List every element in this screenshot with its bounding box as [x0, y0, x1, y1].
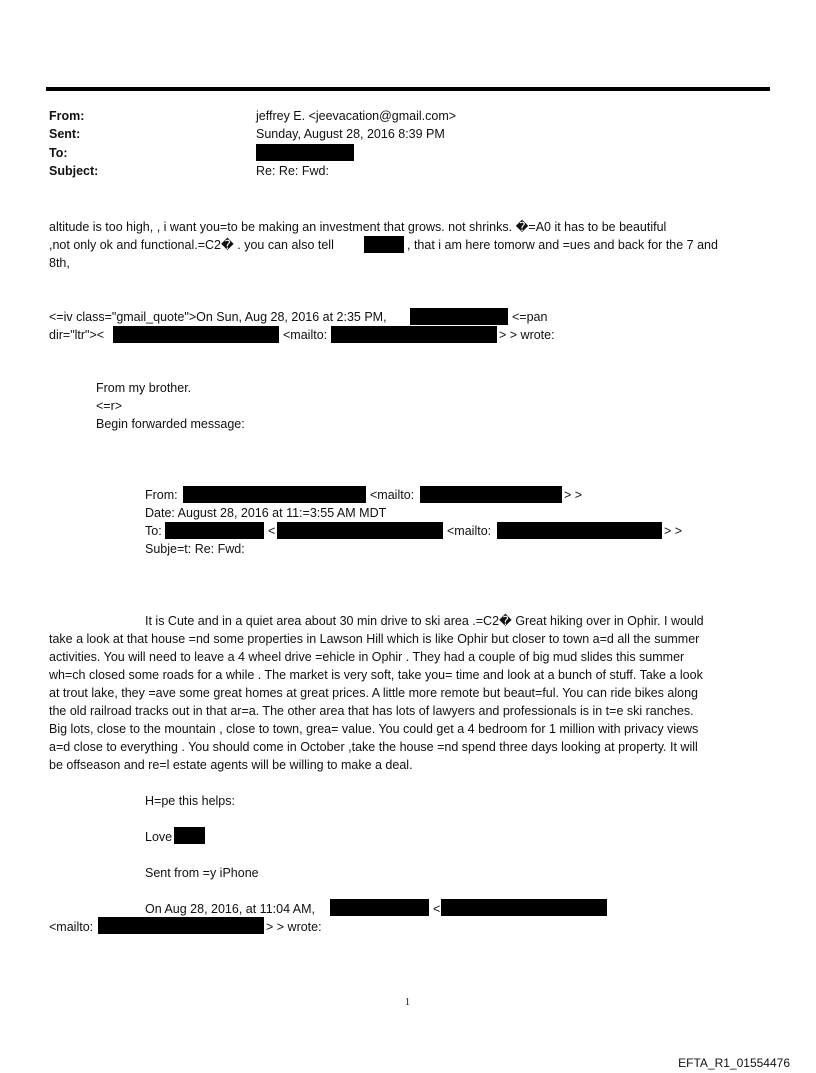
fw-from-end: > >: [564, 488, 583, 502]
redaction-fw-to-email: [277, 522, 443, 539]
hope-line: H=pe this helps:: [145, 794, 235, 808]
fw-date: Date: August 28, 2016 at 11:=3:55 AM MDT: [145, 506, 387, 520]
fw-to-label: To:: [145, 524, 162, 538]
to-label: To:: [49, 146, 68, 160]
header-rule: [46, 87, 770, 91]
redaction-on-aug-email: [441, 899, 607, 916]
subject-value: Re: Re: Fwd:: [256, 164, 329, 178]
redaction-quote-name: [410, 308, 508, 325]
love-line: Love: [145, 830, 173, 844]
quote-line-2b: <mailto:: [283, 328, 328, 342]
body-line-2a: ,not only ok and functional.=C2� . you can also tell: [49, 238, 334, 252]
redaction-fw-from-mailto: [420, 486, 562, 503]
subject-label: Subject:: [49, 164, 99, 178]
quote-line-2a: dir="ltr"><: [49, 328, 105, 342]
redaction-on-aug-name: [330, 899, 429, 916]
quote-line-1b: <=pan: [512, 310, 548, 324]
begin-forwarded: Begin forwarded message:: [96, 417, 245, 431]
fw-to-end: > >: [664, 524, 683, 538]
from-value: jeffrey E. <jeevacation@gmail.com>: [256, 109, 457, 123]
last-mailto: <mailto:: [49, 920, 94, 934]
on-aug-lt: <: [433, 902, 441, 916]
footer-id: EFTA_R1_01554476: [678, 1056, 790, 1070]
fw-subject: Subje=t: Re: Fwd:: [145, 542, 245, 556]
redaction-fw-to: [165, 522, 264, 539]
body-line-3: 8th,: [49, 256, 70, 270]
main-line-9: be offseason and re=l estate agents will be willing to make a deal.: [49, 758, 413, 772]
body-line-2b: , that i am here tomorw and =ues and back for the 7 and: [407, 238, 718, 252]
main-line-1: It is Cute and in a quiet area about 30 min drive to ski area .=C2� Great hiking over in Ophir. I would: [145, 614, 704, 628]
redaction-fw-from: [183, 486, 366, 503]
br-token: <=r>: [96, 399, 123, 413]
page-number: 1: [405, 997, 410, 1008]
fw-from-mailto: <mailto:: [370, 488, 415, 502]
main-line-6: the old railroad tracks out in that ar=a. The other area that has lots of lawyers and professionals is in t=e ski ranches.: [49, 704, 694, 718]
last-end: > > wrote:: [266, 920, 322, 934]
on-aug-line: On Aug 28, 2016, at 11:04 AM,: [145, 902, 316, 916]
main-line-4: wh=ch closed some roads for a while . The market is very soft, take you= time and look at a bunch of stuff. Take a look: [49, 668, 703, 682]
sent-value: Sunday, August 28, 2016 8:39 PM: [256, 127, 445, 141]
fw-to-mailto: <mailto:: [447, 524, 492, 538]
fw-from-label: From:: [145, 488, 178, 502]
main-line-3: activities. You will need to leave a 4 wheel drive =ehicle in Ophir . They had a couple of big mud slides this summer: [49, 650, 685, 664]
fw-to-lt: <: [268, 524, 276, 538]
from-label: From:: [49, 109, 85, 123]
main-line-8: a=d close to everything . You should come in October ,take the house =nd spend three days looking at property. It will: [49, 740, 698, 754]
main-line-5: at trout lake, they =ave some great homes at great prices. A little more remote but beaut=ful. You can ride bikes along: [49, 686, 698, 700]
redaction-quote-mailto: [331, 326, 497, 343]
quote-line-1a: <=iv class="gmail_quote">On Sun, Aug 28, 2016 at 2:35 PM,: [49, 310, 387, 324]
sent-from-line: Sent from =y iPhone: [145, 866, 259, 880]
sent-label: Sent:: [49, 127, 81, 141]
main-line-7: Big lots, close to the mountain , close to town, grea= value. You could get a 4 bedroom for 1 million with privacy views: [49, 722, 699, 736]
redaction-name-1: [364, 236, 404, 253]
quote-line-2c: > > wrote:: [499, 328, 555, 342]
body-line-1: altitude is too high, , i want you=to be making an investment that grows. not shrinks. �=A0 it has to be beautiful: [49, 220, 667, 234]
redaction-last-mailto: [98, 917, 264, 934]
main-line-2: take a look at that house =nd some properties in Lawson Hill which is like Ophir but closer to town a=d all the summer: [49, 632, 700, 646]
redaction-fw-to-mailto: [497, 522, 662, 539]
redaction-to: [256, 144, 354, 161]
redaction-quote-email: [113, 326, 279, 343]
from-brother: From my brother.: [96, 381, 192, 395]
redaction-love-name: [174, 827, 205, 844]
